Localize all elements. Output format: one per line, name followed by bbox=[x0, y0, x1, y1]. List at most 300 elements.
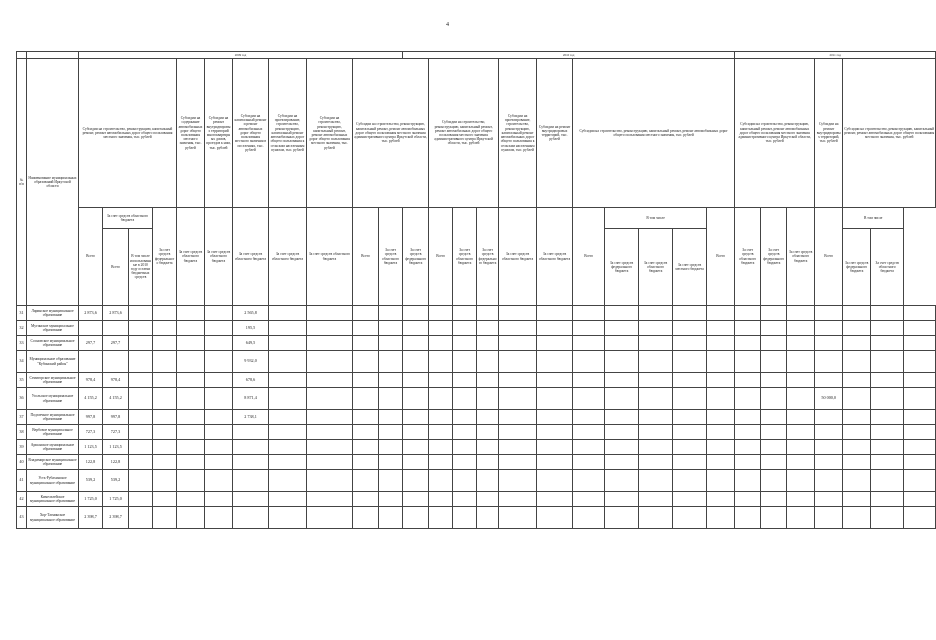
cell bbox=[761, 321, 787, 336]
cell bbox=[761, 470, 787, 492]
sub-vsego: Всего bbox=[103, 229, 129, 306]
cell bbox=[307, 351, 353, 373]
cell bbox=[379, 351, 403, 373]
cell bbox=[429, 306, 453, 321]
cell bbox=[735, 388, 761, 410]
cell bbox=[153, 410, 177, 425]
cell bbox=[605, 470, 639, 492]
table-row bbox=[17, 455, 936, 470]
cell bbox=[787, 410, 815, 425]
cell bbox=[735, 373, 761, 388]
cell bbox=[537, 336, 573, 351]
cell bbox=[735, 321, 761, 336]
sub-ob: За счет средств областного бюджета bbox=[453, 208, 477, 306]
cell bbox=[843, 336, 871, 351]
cell bbox=[871, 425, 904, 440]
cell-2009-yards: 649,5 bbox=[233, 336, 269, 351]
cell bbox=[639, 321, 673, 336]
cell bbox=[153, 351, 177, 373]
cell bbox=[379, 425, 403, 440]
cell bbox=[477, 440, 499, 455]
cell bbox=[477, 410, 499, 425]
cell bbox=[707, 306, 735, 321]
municipality-name: Мугинское муниципальное образование bbox=[27, 321, 79, 336]
cell bbox=[573, 425, 605, 440]
cell bbox=[307, 321, 353, 336]
cell bbox=[477, 455, 499, 470]
cell bbox=[453, 336, 477, 351]
cell bbox=[639, 306, 673, 321]
table-row bbox=[17, 425, 936, 440]
cell bbox=[177, 492, 205, 507]
municipality-name: Подгаечное муниципальное образование bbox=[27, 410, 79, 425]
cell bbox=[403, 440, 429, 455]
cell bbox=[177, 455, 205, 470]
group-2011-yards: Субсидии на ремонт внутридворовых территорий, тыс. рублей bbox=[815, 59, 843, 208]
sub-ob: За счет средств областного бюджета bbox=[307, 208, 353, 306]
cell bbox=[904, 410, 936, 425]
cell bbox=[477, 470, 499, 492]
cell bbox=[353, 425, 379, 440]
cell-2009-yards: 2 738,1 bbox=[233, 410, 269, 425]
cell bbox=[269, 306, 307, 321]
cell bbox=[573, 336, 605, 351]
cell bbox=[453, 410, 477, 425]
cell bbox=[379, 373, 403, 388]
sub-ob: За счет средств областного бюджета bbox=[269, 208, 307, 306]
cell bbox=[605, 492, 639, 507]
cell bbox=[904, 388, 936, 410]
cell bbox=[499, 306, 537, 321]
sub-vsego: Всего bbox=[79, 208, 103, 306]
cell bbox=[429, 388, 453, 410]
cell bbox=[707, 492, 735, 507]
sub-residuals: В том числе использованные в 2010 году остатки бюджетных средств bbox=[129, 229, 153, 306]
row-number: 33 bbox=[17, 336, 27, 351]
cell bbox=[429, 440, 453, 455]
cell bbox=[537, 306, 573, 321]
row-number: 32 bbox=[17, 321, 27, 336]
cell bbox=[379, 321, 403, 336]
cell bbox=[307, 470, 353, 492]
subsidies-table bbox=[16, 51, 936, 529]
cell-2009-total: 297,7 bbox=[79, 336, 103, 351]
cell bbox=[815, 306, 843, 321]
cell bbox=[153, 440, 177, 455]
cell bbox=[871, 336, 904, 351]
sub-incl-2011: В том числе bbox=[843, 208, 904, 229]
cell bbox=[673, 492, 707, 507]
row-number: 41 bbox=[17, 470, 27, 492]
cell bbox=[707, 351, 735, 373]
cell bbox=[353, 492, 379, 507]
cell bbox=[673, 373, 707, 388]
cell bbox=[269, 440, 307, 455]
cell bbox=[537, 388, 573, 410]
table-row bbox=[17, 388, 936, 410]
cell bbox=[429, 373, 453, 388]
cell bbox=[537, 440, 573, 455]
sub-fed: За счет средств федерального бюджета bbox=[477, 208, 499, 306]
cell bbox=[129, 306, 153, 321]
cell bbox=[429, 455, 453, 470]
row-number: 43 bbox=[17, 507, 27, 529]
cell bbox=[353, 440, 379, 455]
cell bbox=[177, 507, 205, 529]
cell bbox=[605, 507, 639, 529]
cell bbox=[761, 373, 787, 388]
cell bbox=[269, 351, 307, 373]
table-row bbox=[17, 507, 936, 529]
row-number: 34 bbox=[17, 351, 27, 373]
cell bbox=[477, 321, 499, 336]
cell bbox=[787, 507, 815, 529]
cell bbox=[735, 470, 761, 492]
cell bbox=[761, 425, 787, 440]
cell bbox=[871, 306, 904, 321]
cell bbox=[871, 470, 904, 492]
cell bbox=[787, 336, 815, 351]
cell bbox=[573, 470, 605, 492]
cell bbox=[871, 388, 904, 410]
cell bbox=[453, 492, 477, 507]
cell bbox=[787, 425, 815, 440]
cell bbox=[177, 321, 205, 336]
cell bbox=[537, 470, 573, 492]
cell-2009-total: 4 155,2 bbox=[79, 388, 103, 410]
year-header-row bbox=[17, 52, 936, 59]
cell bbox=[379, 306, 403, 321]
cell bbox=[307, 410, 353, 425]
cell bbox=[429, 321, 453, 336]
cell bbox=[843, 425, 871, 440]
cell-2009-total: 1 725,0 bbox=[79, 492, 103, 507]
cell bbox=[761, 336, 787, 351]
cell bbox=[403, 470, 429, 492]
cell bbox=[639, 388, 673, 410]
row-number: 31 bbox=[17, 306, 27, 321]
cell bbox=[573, 351, 605, 373]
sub-ob: За счет средств областного бюджета bbox=[379, 208, 403, 306]
cell-2009-total: 997,8 bbox=[79, 410, 103, 425]
cell bbox=[815, 410, 843, 425]
sub-mest: За счет средств местного бюджета bbox=[673, 229, 707, 306]
cell bbox=[429, 351, 453, 373]
cell bbox=[843, 351, 871, 373]
cell bbox=[815, 507, 843, 529]
sub-fed: За счет средств федерального бюджета bbox=[761, 208, 787, 306]
cell bbox=[353, 507, 379, 529]
cell bbox=[815, 425, 843, 440]
cell bbox=[639, 410, 673, 425]
cell bbox=[153, 306, 177, 321]
cell bbox=[177, 336, 205, 351]
group-header-row bbox=[17, 59, 936, 208]
cell bbox=[205, 351, 233, 373]
row-number: 36 bbox=[17, 388, 27, 410]
cell bbox=[735, 492, 761, 507]
cell bbox=[871, 492, 904, 507]
cell bbox=[129, 425, 153, 440]
cell bbox=[205, 410, 233, 425]
cell bbox=[353, 336, 379, 351]
cell bbox=[707, 336, 735, 351]
cell bbox=[269, 373, 307, 388]
subgroup-header-row bbox=[17, 208, 936, 229]
cell bbox=[269, 410, 307, 425]
cell bbox=[815, 492, 843, 507]
cell bbox=[815, 351, 843, 373]
cell bbox=[205, 492, 233, 507]
cell bbox=[904, 373, 936, 388]
cell bbox=[499, 492, 537, 507]
cell bbox=[129, 507, 153, 529]
row-number: 39 bbox=[17, 440, 27, 455]
cell bbox=[269, 470, 307, 492]
cell-2009-total bbox=[79, 351, 103, 373]
cell bbox=[673, 351, 707, 373]
cell-2009-ob: 539,2 bbox=[103, 470, 129, 492]
cell bbox=[787, 440, 815, 455]
cell bbox=[871, 410, 904, 425]
cell-2009-ob: 2 873,6 bbox=[103, 306, 129, 321]
row-number: 42 bbox=[17, 492, 27, 507]
cell bbox=[453, 321, 477, 336]
row-number: 40 bbox=[17, 455, 27, 470]
cell bbox=[871, 321, 904, 336]
cell bbox=[673, 388, 707, 410]
group-2009-extra: Субсидии на строительство, реконструкцию, капитальный ремонт, ремонт автомобильных дорог общего пользования местного значения, тыс. рублей bbox=[307, 59, 353, 208]
cell bbox=[353, 373, 379, 388]
sub-incl-ob: За счет средств областного бюджета bbox=[103, 208, 153, 229]
cell bbox=[403, 306, 429, 321]
cell bbox=[205, 306, 233, 321]
municipality-name: Сосновское муниципальное образование bbox=[27, 336, 79, 351]
cell-2009-ob: 122,8 bbox=[103, 455, 129, 470]
cell bbox=[673, 321, 707, 336]
sub-vsego: Всего bbox=[573, 208, 605, 306]
table-row bbox=[17, 470, 936, 492]
cell-2009-ob bbox=[103, 321, 129, 336]
cell-2009-total: 539,2 bbox=[79, 470, 103, 492]
col-header-name: Наименование муниципальных образований Иркутской области bbox=[27, 59, 79, 306]
cell bbox=[307, 507, 353, 529]
sub-ob: За счет средств областного бюджета bbox=[233, 208, 269, 306]
cell bbox=[453, 388, 477, 410]
cell bbox=[499, 373, 537, 388]
cell bbox=[353, 455, 379, 470]
cell bbox=[787, 455, 815, 470]
cell bbox=[379, 410, 403, 425]
cell bbox=[904, 321, 936, 336]
cell bbox=[573, 492, 605, 507]
cell bbox=[815, 373, 843, 388]
group-2009-settlements: Субсидии на капитальный ремонт и ремонт автомобильных дорог общего пользования местного значения в поселениях, тыс. рублей bbox=[233, 59, 269, 208]
cell bbox=[269, 507, 307, 529]
cell bbox=[673, 470, 707, 492]
cell bbox=[735, 351, 761, 373]
sub-vsego: Всего bbox=[429, 208, 453, 306]
municipality-name: Аршанское муниципальное образование bbox=[27, 440, 79, 455]
cell bbox=[429, 425, 453, 440]
municipality-name: Семигорское муниципальное образование bbox=[27, 373, 79, 388]
cell bbox=[177, 425, 205, 440]
sub-incl-2010: В том числе bbox=[605, 208, 707, 229]
cell bbox=[843, 455, 871, 470]
cell bbox=[843, 388, 871, 410]
cell bbox=[573, 306, 605, 321]
sub-ob: За счет средств областного бюджета bbox=[639, 229, 673, 306]
cell bbox=[707, 425, 735, 440]
cell bbox=[403, 455, 429, 470]
cell bbox=[153, 373, 177, 388]
cell bbox=[761, 440, 787, 455]
cell bbox=[639, 425, 673, 440]
cell bbox=[477, 306, 499, 321]
cell-2009-total bbox=[79, 321, 103, 336]
cell bbox=[843, 306, 871, 321]
cell bbox=[379, 470, 403, 492]
cell bbox=[761, 455, 787, 470]
cell bbox=[537, 425, 573, 440]
cell bbox=[429, 507, 453, 529]
cell-2009-yards: 9 932,0 bbox=[233, 351, 269, 373]
cell bbox=[815, 321, 843, 336]
municipality-name: Усть-Рубахинское муниципальное образование bbox=[27, 470, 79, 492]
cell bbox=[177, 440, 205, 455]
cell bbox=[379, 507, 403, 529]
subsidies-table-sheet bbox=[16, 51, 935, 626]
cell bbox=[537, 351, 573, 373]
cell bbox=[815, 440, 843, 455]
cell bbox=[205, 507, 233, 529]
cell bbox=[707, 388, 735, 410]
cell bbox=[787, 373, 815, 388]
sub-fed: За счет средств федерального бюджета bbox=[605, 229, 639, 306]
table-row bbox=[17, 410, 936, 425]
cell-2009-ob: 1 123,5 bbox=[103, 440, 129, 455]
cell bbox=[639, 373, 673, 388]
cell bbox=[639, 507, 673, 529]
cell bbox=[403, 351, 429, 373]
sub-ob: За счет средств областного бюджета bbox=[871, 229, 904, 306]
table-row bbox=[17, 351, 936, 373]
cell bbox=[307, 455, 353, 470]
cell bbox=[761, 492, 787, 507]
cell-2009-yards bbox=[233, 455, 269, 470]
cell: 50 000,0 bbox=[815, 388, 843, 410]
cell bbox=[904, 425, 936, 440]
cell bbox=[403, 410, 429, 425]
cell bbox=[177, 351, 205, 373]
year-2010: 2010 год bbox=[403, 52, 735, 59]
cell bbox=[153, 455, 177, 470]
col-header-number: № п/п bbox=[17, 59, 27, 306]
cell bbox=[177, 306, 205, 321]
page-number: 4 bbox=[446, 22, 449, 28]
cell bbox=[499, 388, 537, 410]
cell bbox=[353, 351, 379, 373]
cell bbox=[904, 351, 936, 373]
sub-vsego: Всего bbox=[707, 208, 735, 306]
cell bbox=[153, 321, 177, 336]
group-2010-rural: Субсидии на проектирование, строительство, реконструкцию, капитальный ремонт автомобильных дорог общего пользования к сельским населенным пунктам, тыс. рублей bbox=[499, 59, 537, 208]
cell bbox=[477, 373, 499, 388]
cell bbox=[153, 425, 177, 440]
cell bbox=[761, 410, 787, 425]
cell bbox=[177, 470, 205, 492]
cell bbox=[153, 492, 177, 507]
cell bbox=[403, 321, 429, 336]
cell bbox=[904, 440, 936, 455]
cell-2009-ob: 727,3 bbox=[103, 425, 129, 440]
cell bbox=[735, 425, 761, 440]
cell bbox=[787, 470, 815, 492]
cell bbox=[453, 470, 477, 492]
cell-2009-ob: 978,4 bbox=[103, 373, 129, 388]
cell bbox=[353, 388, 379, 410]
cell bbox=[499, 507, 537, 529]
cell bbox=[787, 306, 815, 321]
municipality-name: Владимирское муниципальное образование bbox=[27, 455, 79, 470]
cell bbox=[639, 470, 673, 492]
cell bbox=[477, 425, 499, 440]
cell bbox=[205, 440, 233, 455]
sub-fed: За счет средств федерального бюджета bbox=[403, 208, 429, 306]
cell bbox=[177, 373, 205, 388]
group-2009-roads: Субсидии на строительство, реконструкцию, капитальный ремонт, ремонт автомобильных дорог общего пользования местного значения, тыс. рублей bbox=[79, 59, 177, 208]
cell bbox=[537, 410, 573, 425]
cell bbox=[153, 470, 177, 492]
cell bbox=[843, 440, 871, 455]
cell-2009-yards bbox=[233, 470, 269, 492]
cell bbox=[153, 507, 177, 529]
cell bbox=[453, 425, 477, 440]
group-2010-center-a: Субсидии на строительство, реконструкцию, капитальный ремонт, ремонт автомобильных дорог общего пользования местного значения административного центра Иркутской области, тыс. рублей bbox=[353, 59, 429, 208]
cell bbox=[735, 306, 761, 321]
cell bbox=[673, 425, 707, 440]
row-number: 35 bbox=[17, 373, 27, 388]
cell bbox=[673, 440, 707, 455]
cell bbox=[605, 321, 639, 336]
cell bbox=[153, 388, 177, 410]
cell bbox=[453, 440, 477, 455]
cell bbox=[269, 336, 307, 351]
table-row bbox=[17, 306, 936, 321]
municipality-name: Муниципальное образование "Кубинский район" bbox=[27, 351, 79, 373]
row-number: 38 bbox=[17, 425, 27, 440]
cell bbox=[129, 440, 153, 455]
cell bbox=[673, 507, 707, 529]
cell-2009-yards bbox=[233, 492, 269, 507]
cell bbox=[537, 492, 573, 507]
cell bbox=[269, 425, 307, 440]
sub-ob: За счет средств областного бюджета bbox=[205, 208, 233, 306]
cell bbox=[735, 410, 761, 425]
cell bbox=[453, 306, 477, 321]
cell bbox=[673, 410, 707, 425]
cell bbox=[537, 321, 573, 336]
cell bbox=[499, 351, 537, 373]
cell bbox=[843, 410, 871, 425]
cell bbox=[269, 455, 307, 470]
cell bbox=[843, 321, 871, 336]
cell bbox=[129, 388, 153, 410]
cell bbox=[573, 507, 605, 529]
sub-ob: За счет средств областного бюджета bbox=[499, 208, 537, 306]
cell-2009-total: 978,4 bbox=[79, 373, 103, 388]
cell bbox=[153, 336, 177, 351]
